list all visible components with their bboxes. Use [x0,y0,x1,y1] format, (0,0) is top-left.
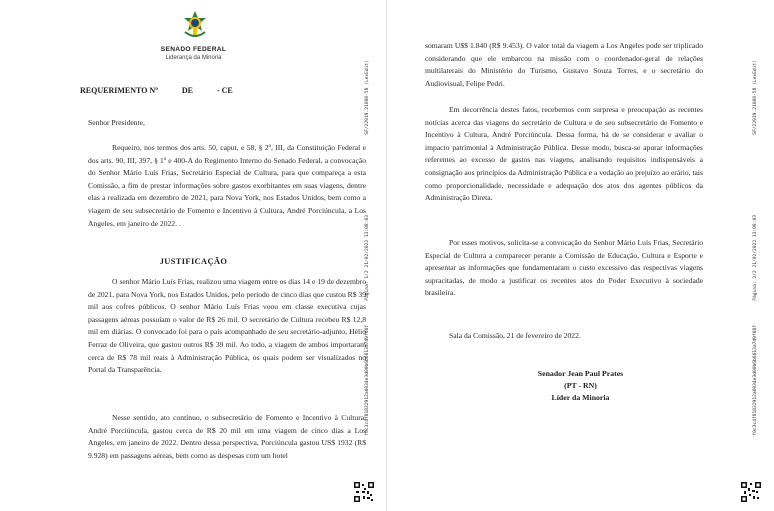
salutation [88,117,366,130]
salutation-text: Senhor Presidente, [88,118,145,127]
paragraph-3-text: Por esses motivos, solicita-se a convocação do Senhor Mário Luís Frias, Secretário Especial de Cultura a comparecer perante a Comissão de Educação, Cultura e Esporte e apresentar as informações que fundamentaram o custo excessivo das respectivas viagens supracitadas, de modo a justificar os recentes atos do Poder Executivo à sociedade brasileira. [425,238,703,298]
justification-p1-text: O senhor Mário Luís Frias, realizou uma viagem entre os dias 14 e 19 de dezembro de 2021, para Nova York, nos Estados Unidos, pelo período de cinco dias que custou R$ 39 mil aos cofres públicos. O senhor Mário Luís Frias voou em classe executiva cujas passagens aéreas possuíam o valor de R$ 26 mil. O secretário de Cultura recebeu R$ 12,8 mil em diárias. O convocado foi para o país acompanhado de seu secretário-adjunto, Hélio Ferraz de Oliveira, que gastou outros R$ 39 mil. Ao todo, a viagem de ambos importaram cerca de R$ 78 mil reais à Administração Pública, os quais podem ser visualizados no Portal da Transparência. [88,277,366,375]
hash-margin-2: f0c3c4f81832912a6034e3d00b6b6613a7d9f68f [753,325,758,436]
page-stamp-margin: Página: 1/2 21/02/2022 13:08:03 [365,215,370,301]
date-line-text: Sala da Comissão, 21 de fevereiro de 2022. [449,331,581,340]
paragraph-3 [425,237,703,300]
continuation-text: somaram U$$ 1.840 (R$ 9.453). O valor total da viagem a Los Angeles pode ser triplicado considerando que ele embarcou na missão com o coordenador-geral de relações multilaterais do Ministério do Turismo, Gustavo Souza Torres, e o secretário do Audiovisual, Felipe Pedri. [425,41,703,88]
signer-role: Líder da Minoria [551,393,610,402]
signer-name: Senador Jean Paul Prates [537,369,624,378]
institution-subtitle: Liderança da Minoria [165,55,222,61]
qr-code-icon-2 [741,482,761,502]
signer-party: (PT - RN) [564,381,597,390]
continuation-paragraph [425,40,703,90]
document-code-margin: SF/22919.21088-58 (LexEdit) [365,60,370,135]
hash-margin: f0c3c4f81832912a6034e3d00b6b6613a7d9f68f [365,325,370,436]
justification-title: JUSTIFICAÇÃO [159,257,228,266]
justification-paragraph-2 [88,412,366,462]
paragraph-2-text: Em decorrência destes fatos, recebemos com surpresa e preocupação as recentes notícias acerca das viagens do secretário de Cultura e de seu subsecretário de Fomento e Incentivo à Cultura, André Porciúncula. Dessa forma, há de se considerar e avaliar o impacto patrimonial à Administração Pública. Desse modo, busca-se apurar informações referentes ao excesso de gastos nas viagens, analisando requisitos indispensáveis a consignação aos princípios da Administração Pública e a vedação ao prejuízo ao erário, tais como proporcionalidade, necessidade e adequação dos atos dos agentes públicos da Administração Direta. [425,105,703,203]
request-body-text: Requeiro, nos termos dos arts. 50, caput, e 58, § 2º, III, da Constituição Federal e dos arts. 90, III, 397, § 1º e 400-A do Regimento Interno do Senado Federal, a convocação do Senhor Mário Luís Frias, Secretário Especial de Cultura, para que compareça a esta Comissão, a fim de prestar informações sobre gastos exorbitantes em suas viagens, dentre elas a realizada em dezembro de 2021, para Nova York, nos Estados Unidos, bem como a viagem de seu subsecretário de Fomento e Incentivo à Cultura, André Porciúncula, a Los Angeles, em janeiro de 2022. . [88,143,366,228]
date-line [425,330,703,343]
justification-p2-text: Nesse sentido, ato contínuo, o subsecretário de Fomento e Incentivo à Cultura, André Porciúncula, gastou cerca de R$ 20 mil em uma viagem de cinco dias a Los Angeles, em janeiro de 2022. Dentro dessa perspectiva, Porciúncula gastou US$ 1932 (R$ 9.928) em passagens aéreas, bem como as despesas com um hotel [88,413,366,460]
request-title: REQUERIMENTO Nº DE - CE [80,86,233,95]
page-stamp-margin-2: Página: 2/2 21/02/2022 13:08:03 [753,215,758,301]
brazil-coat-of-arms-icon [180,10,210,40]
request-body [88,142,366,230]
document-code-margin-2: SF/22919.21088-58 (LexEdit) [753,60,758,135]
qr-code-icon [354,482,374,502]
institution-name: SENADO FEDERAL [160,46,227,53]
paragraph-2 [425,104,703,205]
justification-paragraph-1 [88,276,366,377]
